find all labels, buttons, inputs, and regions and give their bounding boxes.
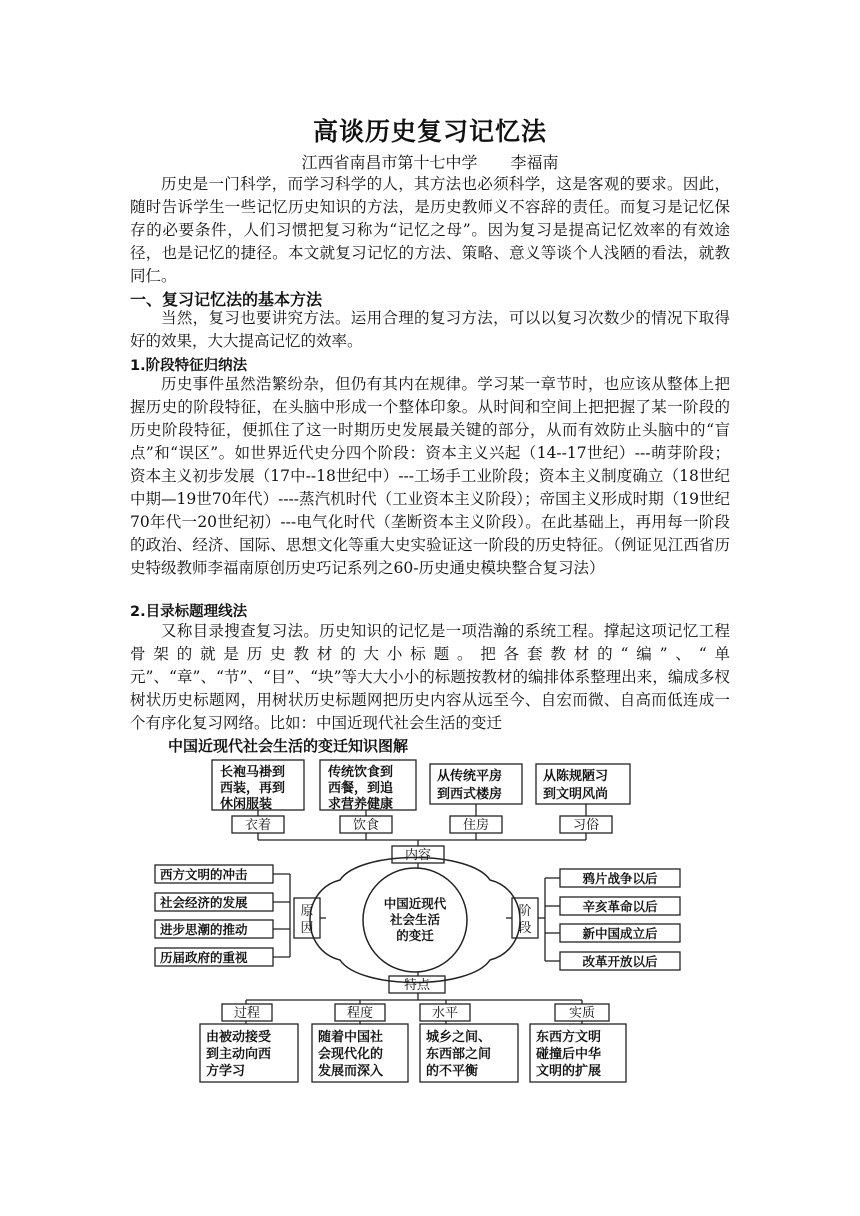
top-box-1-line-3: 休闲服装	[220, 797, 273, 812]
section1-heading: 一、复习记忆法的基本方法	[130, 290, 323, 309]
bottom-tag-process: 过程	[233, 1006, 261, 1021]
method2-paragraph: 又称目录搜查复习法。历史知识的记忆是一项浩瀚的系统工程。撑起这项记忆工程骨架的就是历史教材的大小标题。把各套教材的“编”、“单元”、“章”、“节”、“目”、“块”等大大小小的标题按教材的编排体系整理出来，编成多杈树状历史标题网，用树状历史标题网把历史内容从远至今、自宏而微、自高而低连成一个有序化复习网络。比如：中国近现代社会生活的变迁	[130, 622, 730, 732]
top-box-2-line-1: 传统饮食到	[328, 765, 394, 780]
bottom-tag-level: 水平	[431, 1006, 459, 1021]
bottom-box-1-line-1: 由被动接受	[206, 1030, 272, 1045]
top-tag-clothing: 衣着	[244, 818, 272, 833]
section1-paragraph: 当然，复习也要讲究方法。运用合理的复习方法，可以以复习次数少的情况下取得好的效果，大大提高记忆的效率。	[130, 309, 730, 350]
top-tag-customs: 习俗	[572, 818, 600, 833]
bottom-tag-degree: 程度	[346, 1006, 374, 1021]
bottom-box-1-line-2: 到主动向西	[206, 1047, 272, 1062]
top-box-4-line-1: 从陈规陋习	[543, 769, 609, 784]
bottom-box-4-line-3: 文明的扩展	[536, 1064, 602, 1079]
cause-1: 西方文明的冲击	[160, 867, 248, 882]
top-tag-food: 饮食	[352, 818, 380, 833]
stage-1: 鸦片战争以后	[582, 871, 658, 886]
bottom-box-4-line-2: 碰撞后中华	[536, 1047, 602, 1062]
cause-label-1: 原	[300, 904, 314, 919]
top-box-1-line-2: 西装，再到	[220, 781, 286, 796]
stage-label-2: 段	[518, 921, 532, 936]
bottom-box-2-line-3: 发展而深入	[318, 1064, 384, 1079]
center-line-2: 社会生活	[389, 912, 441, 927]
top-tag-housing: 住房	[462, 818, 490, 833]
top-box-2-line-2: 西餐，到追	[328, 781, 394, 796]
bottom-box-3-line-3: 的不平衡	[426, 1064, 479, 1079]
cause-2: 社会经济的发展	[160, 895, 248, 910]
method1-paragraph: 历史事件虽然浩繁纷杂，但仍有其内在规律。学习某一章节时，也应该从整体上把握历史的阶段特征，在头脑中形成一个整体印象。从时间和空间上把把握了某一阶段的历史阶段特征，便抓住了这一时期历史发展最关键的部分，从而有效防止头脑中的“盲点”和“误区”。如世界近代史分四个阶段：资本主义兴起（14--17世纪）---萌芽阶段；资本主义初步发展（17中--18世纪中）---工场手工业阶段；资本主义制度确立（18世纪中期—19世70年代）----蒸汽机时代（工业资本主义阶段）；帝国主义形成时期（19世纪70年代一20世纪初）---电气化时代（垄断资本主义阶段）。在此基础上，再用每一阶段的政治、经济、国际、思想文化等重大史实验证这一阶段的历史特征。（例证见江西省历史特级教师李福南原创历史巧记系列之60-历史通史模块整合复习法）	[130, 375, 730, 577]
cause-4: 历届政府的重视	[160, 950, 248, 965]
stage-4: 改革开放以后	[582, 954, 658, 969]
bottom-box-3-line-2: 东西部之间	[426, 1047, 492, 1062]
stage-3: 新中国成立后	[582, 926, 658, 941]
method2-heading: 2.目录标题理线法	[130, 604, 248, 620]
feature-label: 特点	[403, 978, 431, 993]
top-box-2-line-3: 求营养健康	[328, 797, 394, 812]
top-box-3-line-2: 到西式楼房	[437, 787, 503, 802]
top-box-4-line-2: 到文明风尚	[543, 787, 609, 802]
cause-3: 进步思潮的推动	[160, 922, 248, 937]
stage-label-1: 阶	[518, 904, 532, 919]
center-line-3: 的变迁	[396, 928, 434, 943]
diagram-title: 中国近现代社会生活的变迁知识图解	[168, 737, 409, 755]
page-title: 高谈历史复习记忆法	[312, 117, 547, 146]
top-box-1-line-1: 长袍马褂到	[220, 765, 286, 780]
bottom-box-1-line-3: 方学习	[206, 1064, 246, 1079]
bottom-tag-essence: 实质	[568, 1006, 596, 1021]
cause-label-2: 因	[300, 921, 314, 936]
center-line-1: 中国近现代	[383, 896, 447, 911]
content-label: 内容	[404, 848, 432, 863]
author-school: 江西省南昌市第十七中学	[301, 153, 478, 172]
stage-2: 辛亥革命以后	[582, 899, 658, 914]
bottom-box-3-line-1: 城乡之间、	[426, 1030, 492, 1045]
bottom-box-4-line-1: 东西方文明	[536, 1030, 602, 1045]
bottom-box-2-line-1: 随着中国社	[318, 1030, 384, 1045]
method1-heading: 1.阶段特征归纳法	[130, 358, 248, 374]
top-box-3-line-1: 从传统平房	[437, 769, 503, 784]
author-name: 李福南	[510, 153, 559, 172]
intro-paragraph: 历史是一门科学，而学习科学的人，其方法也必须科学，这是客观的要求。因此，随时告诉学生一些记忆历史知识的方法，是历史教师义不容辞的责任。而复习是记忆保存的必要条件，人们习惯把复习称为“记忆之母”。因为复习是提高记忆效率的有效途径，也是记忆的捷径。本文就复习记忆的方法、策略、意义等谈个人浅陋的看法，就教同仁。	[130, 175, 730, 285]
bottom-box-2-line-2: 会现代化的	[318, 1047, 384, 1062]
